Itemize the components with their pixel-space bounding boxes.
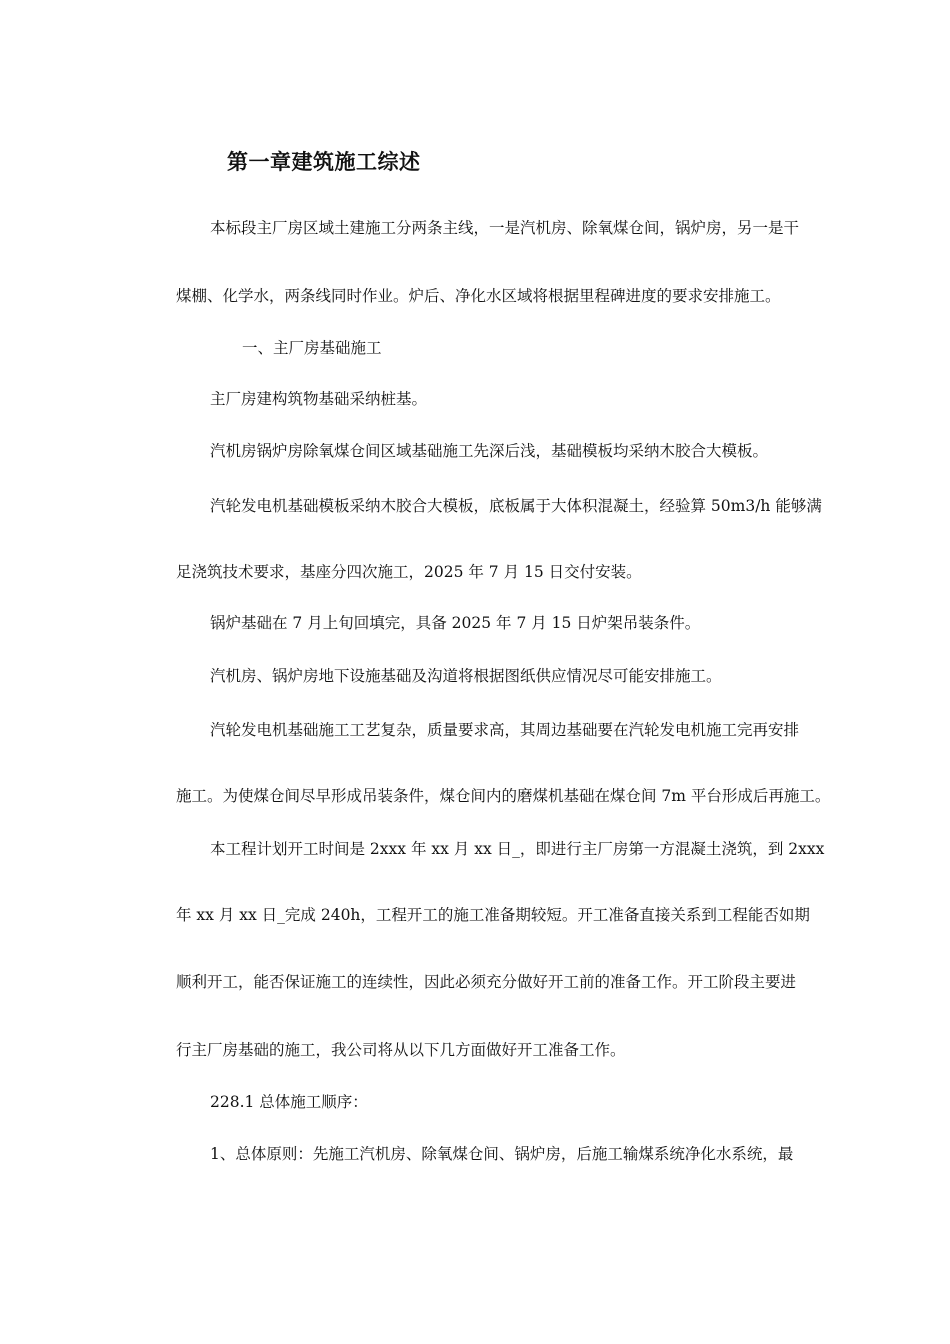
paragraph-line: 施工。为使煤仓间尽早形成吊装条件，煤仓间内的磨煤机基础在煤仓间 7m 平台形成后再施工。 (176, 787, 831, 805)
paragraph-line: 主厂房建构筑物基础采纳桩基。 (210, 390, 428, 408)
section-heading: 一、主厂房基础施工 (242, 339, 382, 357)
paragraph-line: 顺利开工，能否保证施工的连续性，因此必须充分做好开工前的准备工作。开工阶段主要进 (176, 973, 797, 991)
paragraph-line: 汽机房、锅炉房地下设施基础及沟道将根据图纸供应情况尽可能安排施工。 (210, 667, 722, 685)
paragraph-line: 汽轮发电机基础模板采纳木胶合大模板，底板属于大体积混凝土，经验算 50m3/h 能够满 (210, 497, 822, 515)
paragraph-line: 本工程计划开工时间是 2xxx 年 xx 月 xx 日_，即进行主厂房第一方混凝土浇筑，到 2xxx (210, 840, 825, 858)
paragraph-line: 汽机房锅炉房除氧煤仓间区域基础施工先深后浅，基础模板均采纳木胶合大模板。 (210, 442, 769, 460)
paragraph-line: 行主厂房基础的施工，我公司将从以下几方面做好开工准备工作。 (176, 1041, 626, 1059)
paragraph-line: 锅炉基础在 7 月上旬回填完，具备 2025 年 7 月 15 日炉架吊装条件。 (210, 614, 701, 632)
paragraph-line: 汽轮发电机基础施工工艺复杂，质量要求高，其周边基础要在汽轮发电机施工完再安排 (210, 721, 800, 739)
chapter-title: 第一章建筑施工综述 (227, 149, 421, 174)
paragraph-line: 年 xx 月 xx 日_完成 240h，工程开工的施工准备期较短。开工准备直接关系到工程能否如期 (176, 906, 810, 924)
paragraph-line: 本标段主厂房区域土建施工分两条主线，一是汽机房、除氧煤仓间，锅炉房，另一是干 (210, 219, 800, 237)
section-heading: 228.1 总体施工顺序： (210, 1093, 368, 1111)
paragraph-line: 足浇筑技术要求，基座分四次施工，2025 年 7 月 15 日交付安装。 (176, 563, 642, 581)
paragraph-line: 煤棚、化学水，两条线同时作业。炉后、净化水区域将根据里程碑进度的要求安排施工。 (176, 287, 781, 305)
paragraph-line: 1、总体原则：先施工汽机房、除氧煤仓间、锅炉房，后施工输煤系统净化水系统，最 (210, 1145, 794, 1163)
